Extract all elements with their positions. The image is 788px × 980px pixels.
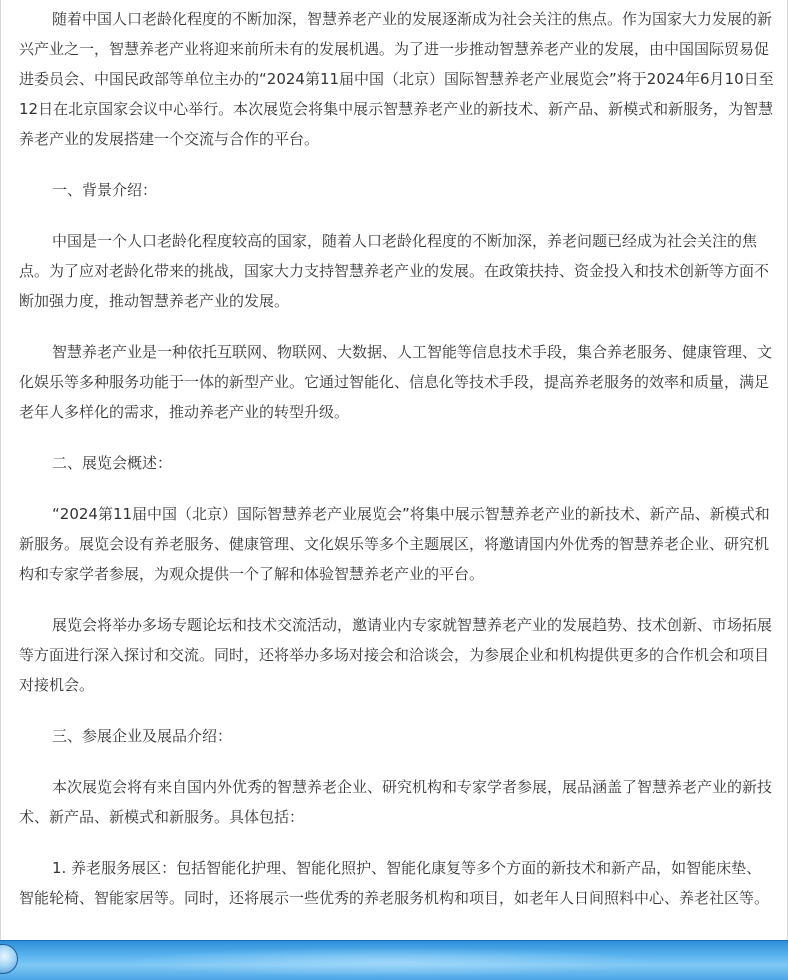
paragraph-overview-2: 展览会将举办多场专题论坛和技术交流活动，邀请业内专家就智慧养老产业的发展趋势、技术创新、市场拓展等方面进行深入探讨和交流。同时，还将举办多场对接会和洽谈会，为参展企业和机构提供更多的合作机会和项目对接机会。 [19, 616, 773, 694]
windows-start-orb-icon[interactable] [0, 944, 18, 974]
section-heading-exhibitors: 三、参展企业及展品介绍： [52, 727, 233, 745]
taskbar-glow [120, 947, 660, 977]
section-heading-background: 一、背景介绍： [52, 181, 158, 199]
article-body [19, 4, 775, 913]
paragraph-intro: 随着中国人口老龄化程度的不断加深，智慧养老产业的发展逐渐成为社会关注的焦点。作为国家大力发展的新兴产业之一，智慧养老产业将迎来前所未有的发展机遇。为了进一步推动智慧养老产业的发展，由中国国际贸易促进委员会、中国民政部等单位主办的“2024第11届中国（北京）国际智慧养老产业展览会”将于2024年6月10日至12日在北京国家会议中心举行。本次展览会将集中展示智慧养老产业的新技术、新产品、新模式和新服务，为智慧养老产业的发展搭建一个交流与合作的平台。 [19, 10, 774, 148]
paragraph-exhibitors-intro: 本次展览会将有来自国内外优秀的智慧养老企业、研究机构和专家学者参展，展品涵盖了智慧养老产业的新技术、新产品、新模式和新服务。具体包括： [19, 778, 773, 826]
paragraph-background-2: 智慧养老产业是一种依托互联网、物联网、大数据、人工智能等信息技术手段，集合养老服务、健康管理、文化娱乐等多种服务功能于一体的新型产业。它通过智能化、信息化等技术手段，提高养老服务的效率和质量，满足老年人多样化的需求，推动养老产业的转型升级。 [19, 343, 773, 421]
paragraph-background-1: 中国是一个人口老龄化程度较高的国家，随着人口老龄化程度的不断加深，养老问题已经成为社会关注的焦点。为了应对老龄化带来的挑战，国家大力支持智慧养老产业的发展。在政策扶持、资金投入和技术创新等方面不断加强力度，推动智慧养老产业的发展。 [19, 232, 770, 310]
paragraph-overview-1: “2024第11届中国（北京）国际智慧养老产业展览会”将集中展示智慧养老产业的新技术、新产品、新模式和新服务。展览会设有养老服务、健康管理、文化娱乐等多个主题展区，将邀请国内外优秀的智慧养老企业、研究机构和专家学者参展，为观众提供一个了解和体验智慧养老产业的平台。 [19, 505, 770, 583]
list-item-elderly-care-zone: 1. 养老服务展区：包括智能化护理、智能化照护、智能化康复等多个方面的新技术和新产品，如智能床垫、智能轮椅、智能家居等。同时，还将展示一些优秀的养老服务机构和项目，如老年人日间照料中心、养老社区等。 [19, 859, 770, 907]
section-heading-overview: 二、展览会概述： [52, 454, 173, 472]
windows-taskbar [0, 940, 788, 980]
